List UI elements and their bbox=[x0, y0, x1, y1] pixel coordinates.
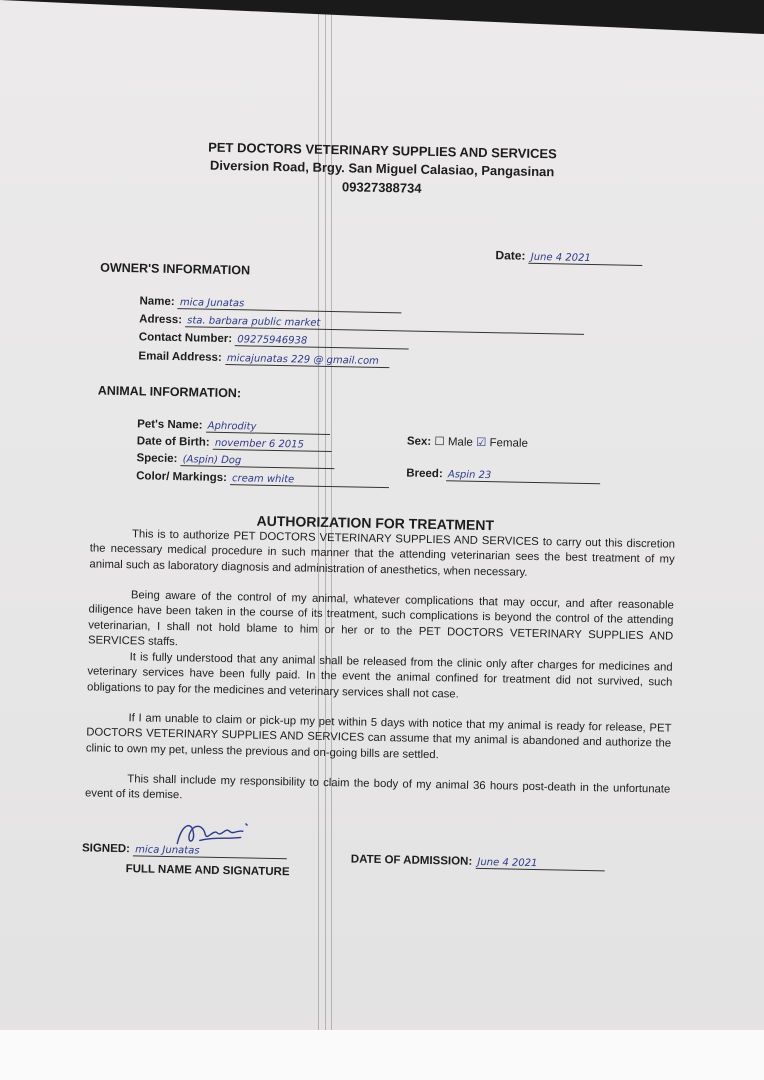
specie-value: (Aspin) Dog bbox=[181, 454, 335, 469]
sex-field bbox=[407, 433, 528, 449]
color-field bbox=[136, 470, 389, 488]
owner-info-heading: OWNER'S INFORMATION bbox=[100, 260, 251, 278]
scan-bottom-margin bbox=[0, 1030, 764, 1080]
pet-name-label: Pet's Name: bbox=[137, 418, 203, 432]
owner-address-label: Adress: bbox=[139, 313, 183, 327]
date-value: June 4 2021 bbox=[529, 252, 643, 266]
dob-value: november 6 2015 bbox=[213, 438, 332, 452]
owner-name-label: Name: bbox=[139, 295, 175, 309]
color-label: Color/ Markings: bbox=[136, 470, 228, 485]
breed-label: Breed: bbox=[406, 467, 443, 481]
date-field bbox=[495, 248, 643, 266]
owner-contact-field bbox=[139, 331, 410, 349]
owner-name-value: mica Junatas bbox=[178, 297, 402, 313]
admission-date-field bbox=[351, 854, 605, 872]
breed-value: Aspin 23 bbox=[446, 469, 600, 484]
owner-email-value: micajunatas 229 @ gmail.com bbox=[225, 353, 389, 368]
auth-paragraph-5: This shall include my responsibility to claim the body of my animal 36 hours post-death in the unfortunate event of its demise. bbox=[84, 773, 671, 802]
specie-label: Specie: bbox=[136, 452, 178, 466]
signed-value: mica Junatas bbox=[133, 844, 287, 859]
owner-email-label: Email Address: bbox=[138, 350, 222, 364]
specie-field bbox=[136, 452, 334, 469]
clinic-name: PET DOCTORS VETERINARY SUPPLIES AND SERVICES bbox=[208, 139, 557, 162]
signed-label: SIGNED: bbox=[81, 842, 131, 856]
color-value: cream white bbox=[230, 473, 389, 488]
pet-name-field bbox=[137, 418, 330, 435]
animal-info-heading: ANIMAL INFORMATION: bbox=[97, 383, 242, 401]
auth-paragraph-1: This is to authorize PET DOCTORS VETERINARY SUPPLIES AND SERVICES to carry out this discretion the necessary medical procedure in such manner that the attending veterinarian sees the best treatment of my animal such as laboratory diagnosis and administration of anesthetics, when necessary. bbox=[89, 528, 676, 579]
dob-field bbox=[137, 435, 332, 452]
clinic-address: Diversion Road, Brgy. San Miguel Calasiao, Pangasinan bbox=[209, 157, 555, 180]
admission-date-value: June 4 2021 bbox=[475, 857, 604, 871]
dob-label: Date of Birth: bbox=[136, 435, 210, 449]
breed-field bbox=[406, 467, 600, 484]
owner-address-value: sta. barbara public market bbox=[185, 315, 584, 335]
auth-paragraph-4: If I am unable to claim or pick-up my pet within 5 days with notice that my animal is ready for release, PET DOCTORS VETERINARY SUPPLIES AND SERVICES can assume that my animal is abandoned and authorize the clinic to own my pet, unless the previous and on-going bills are settled. bbox=[85, 712, 672, 761]
authorization-heading: AUTHORIZATION FOR TREATMENT bbox=[256, 512, 495, 534]
admission-date-label: DATE OF ADMISSION: bbox=[350, 853, 473, 868]
male-checkbox[interactable]: ☐ bbox=[434, 436, 445, 449]
owner-contact-label: Contact Number: bbox=[138, 331, 233, 346]
female-checkbox-checked[interactable]: ☑ bbox=[475, 436, 487, 450]
auth-paragraph-3: It is fully understood that any animal shall be released from the clinic only after charges for medicines and veterinary services have been fully paid. In the event the animal confined for treatment did not survived, such obligations to pay for the medicines and veterinary services shall not case. bbox=[87, 651, 673, 701]
clinic-phone: 09327388734 bbox=[341, 179, 422, 196]
owner-email-field bbox=[138, 350, 389, 368]
full-name-label: FULL NAME AND SIGNATURE bbox=[125, 863, 290, 879]
male-label: Male bbox=[447, 436, 473, 449]
pet-name-value: Aphrodity bbox=[206, 421, 330, 435]
owner-name-field bbox=[139, 295, 402, 313]
female-label: Female bbox=[489, 437, 529, 450]
signed-field bbox=[82, 842, 287, 859]
date-label: Date: bbox=[495, 248, 526, 263]
sex-label: Sex: bbox=[406, 435, 432, 448]
owner-contact-value: 09275946938 bbox=[235, 334, 409, 349]
auth-paragraph-2: Being aware of the control of my animal, whatever complications that may occur, and after reasonable diligence have been taken in the course of its treatment, such complications is beyond the control of the attending veterinarian, I shall not hold blame to him or her or to the PET DOCTORS VETERINARY SUPPLIES AND SERVICES staffs. bbox=[87, 589, 674, 649]
